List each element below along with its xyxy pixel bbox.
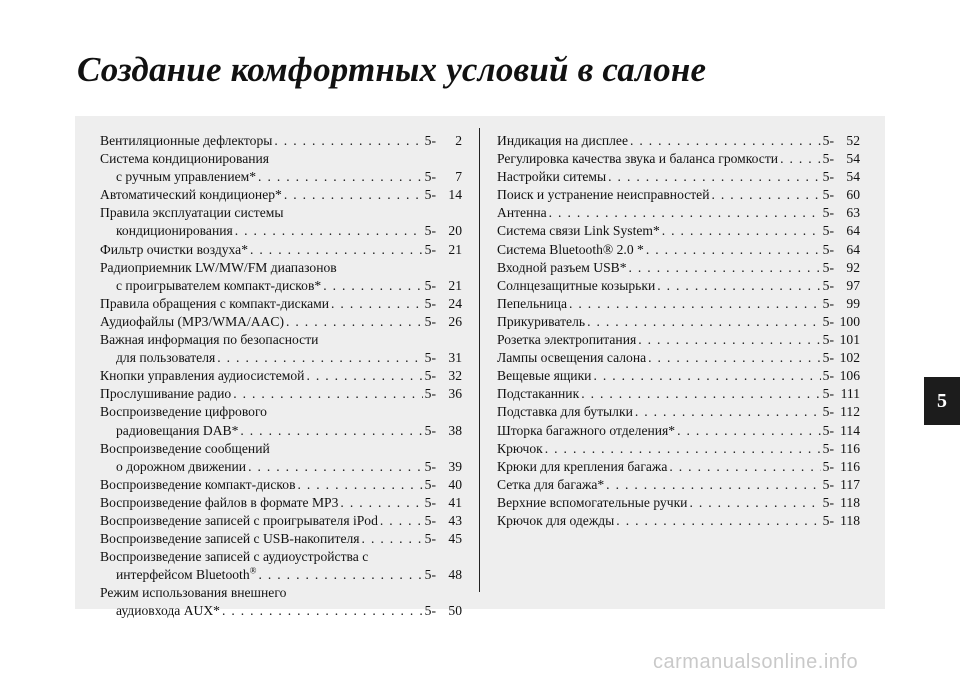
toc-entry[interactable]: Вентиляционные дефлекторы . . . 5- 2: [100, 132, 462, 150]
watermark-text: carmanualsonline.info: [653, 651, 859, 673]
toc-entry[interactable]: о дорожном движении . . . 5- 39: [100, 458, 462, 476]
toc-entry-first-line[interactable]: Правила эксплуатации системы: [100, 205, 284, 221]
toc-entry[interactable]: Крючок для одежды . . . 5- 118: [497, 512, 860, 530]
toc-entry[interactable]: Лампы освещения салона . . . 5- 102: [497, 349, 860, 367]
contents-right-column: [497, 132, 860, 530]
toc-entry[interactable]: Входной разъем USB* . . . 5- 92: [497, 259, 860, 277]
toc-entry-first-line[interactable]: Важная информация по безопасности: [100, 332, 319, 348]
toc-entry[interactable]: Крюки для крепления багажа . . . 5- 116: [497, 458, 860, 476]
toc-entry-first-line[interactable]: Воспроизведение сообщений: [100, 440, 270, 456]
toc-entry[interactable]: Регулировка качества звука и баланса громкости . . . 5- 54: [497, 150, 860, 168]
toc-entry[interactable]: Индикация на дисплее . . . 5- 52: [497, 132, 860, 150]
toc-entry[interactable]: Система Bluetooth® 2.0 * . . . 5- 64: [497, 241, 860, 259]
toc-entry[interactable]: Антенна . . . 5- 63: [497, 204, 860, 222]
toc-entry[interactable]: Правила обращения с компакт-дисками . . . 5- 24: [100, 295, 462, 313]
toc-entry-first-line[interactable]: Система кондиционирования: [100, 151, 270, 167]
toc-entry[interactable]: Воспроизведение записей с USB-накопителя . . . 5- 45: [100, 530, 462, 548]
toc-entry-text: интерфейсом Bluetooth: [116, 567, 250, 583]
toc-entry[interactable]: с проигрывателем компакт-дисков* . . . 5- 21: [100, 277, 462, 295]
toc-entry[interactable]: интерфейсом Bluetooth® . . . 5- 48: [100, 566, 462, 584]
toc-entry[interactable]: Прикуриватель . . . 5- 100: [497, 313, 860, 331]
toc-entry[interactable]: Воспроизведение компакт-дисков . . . 5- 40: [100, 476, 462, 494]
toc-entry[interactable]: Фильтр очистки воздуха* . . . 5- 21: [100, 241, 462, 259]
toc-entry[interactable]: Верхние вспомогательные ручки . . . 5- 118: [497, 494, 860, 512]
toc-entry-first-line[interactable]: Воспроизведение записей с аудиоустройства с: [100, 549, 369, 565]
toc-entry[interactable]: Воспроизведение записей с проигрывателя iPod . . . 5- 43: [100, 512, 462, 530]
toc-entry[interactable]: Настройки ситемы . . . 5- 54: [497, 168, 860, 186]
toc-entry[interactable]: Вещевые ящики . . . 5- 106: [497, 367, 860, 385]
chapter-tab: 5: [924, 377, 960, 425]
toc-entry[interactable]: Розетка электропитания . . . 5- 101: [497, 331, 860, 349]
toc-entry[interactable]: Подставка для бутылки . . . 5- 112: [497, 403, 860, 421]
toc-entry[interactable]: Сетка для багажа* . . . 5- 117: [497, 476, 860, 494]
toc-entry[interactable]: Подстаканник . . . 5- 111: [497, 385, 860, 403]
toc-entry[interactable]: Воспроизведение файлов в формате MP3 . . . 5- 41: [100, 494, 462, 512]
toc-entry[interactable]: радиовещания DAB* . . . 5- 38: [100, 422, 462, 440]
toc-entry[interactable]: Кнопки управления аудиосистемой . . . 5- 32: [100, 367, 462, 385]
page-title: Создание комфортных условий в салоне: [77, 50, 707, 89]
toc-entry[interactable]: с ручным управлением* . . . 5- 7: [100, 168, 462, 186]
toc-entry[interactable]: Пепельница . . . 5- 99: [497, 295, 860, 313]
toc-entry[interactable]: кондиционирования . . . 5- 20: [100, 222, 462, 240]
toc-entry[interactable]: Прослушивание радио . . . 5- 36: [100, 385, 462, 403]
toc-entry[interactable]: для пользователя . . . 5- 31: [100, 349, 462, 367]
toc-entry[interactable]: Шторка багажного отделения* . . . 5- 114: [497, 422, 860, 440]
toc-entry[interactable]: Солнцезащитные козырьки . . . 5- 97: [497, 277, 860, 295]
toc-entry[interactable]: Поиск и устранение неисправностей . . . 5- 60: [497, 186, 860, 204]
registered-mark: ®: [249, 565, 257, 576]
toc-entry-first-line[interactable]: Воспроизведение цифрового: [100, 404, 267, 420]
contents-left-column: [100, 132, 462, 621]
toc-entry[interactable]: Система связи Link System* . . . 5- 64: [497, 222, 860, 240]
column-divider: [479, 128, 480, 592]
toc-entry[interactable]: аудиовхода AUX* . . . 5- 50: [100, 602, 462, 620]
toc-entry-first-line[interactable]: Радиоприемник LW/MW/FM диапазонов: [100, 259, 337, 275]
toc-entry[interactable]: Крючок . . . 5- 116: [497, 440, 860, 458]
toc-entry[interactable]: Автоматический кондиционер* . . . 5- 14: [100, 186, 462, 204]
toc-entry[interactable]: Аудиофайлы (MP3/WMA/AAC) . . . 5- 26: [100, 313, 462, 331]
toc-entry-first-line[interactable]: Режим использования внешнего: [100, 585, 287, 601]
